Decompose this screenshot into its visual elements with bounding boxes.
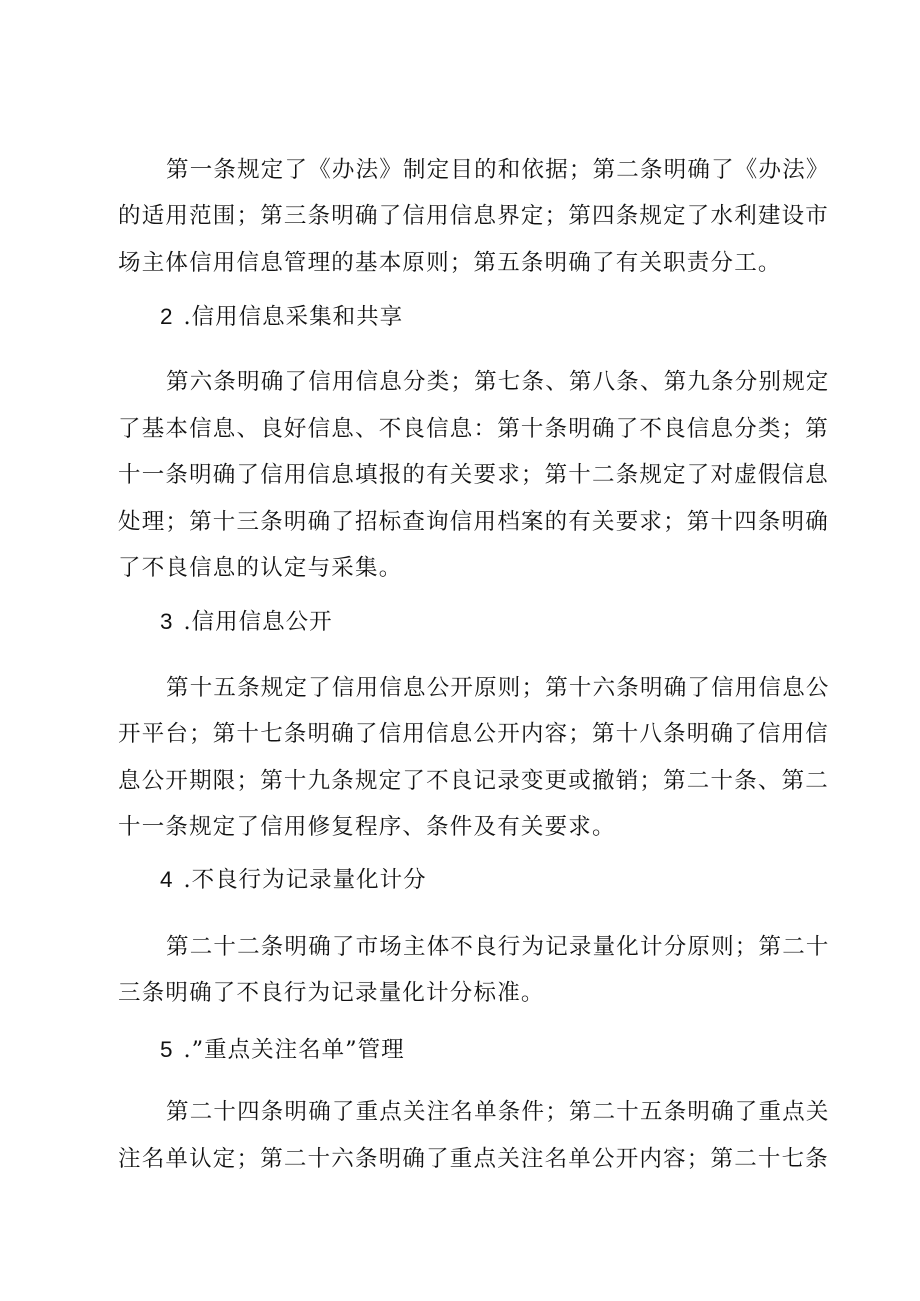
paragraph-line: 注名单认定；第二十六条明确了重点关注名单公开内容；第二十七条 [118,1146,830,1172]
section-heading [160,606,333,638]
paragraph-line: 了基本信息、良好信息、不良信息：第十条明确了不良信息分类；第 [118,416,830,442]
section-number: 4 [160,867,174,892]
section-title: .”重点关注名单”管理 [183,1037,405,1063]
paragraph-line: 第二十二条明确了市场主体不良行为记录量化计分原则；第二十 [166,934,830,960]
paragraph-line: 三条明确了不良行为记录量化计分标准。 [118,980,545,1006]
section-title: .信用信息采集和共享 [183,304,404,330]
section-number: 3 [160,609,174,634]
paragraph-line: 十一条规定了信用修复程序、条件及有关要求。 [118,814,616,840]
paragraph-line: 第十五条规定了信用信息公开原则；第十六条明确了信用信息公 [166,675,830,701]
paragraph-line: 十一条明确了信用信息填报的有关要求；第十二条规定了对虚假信息 [118,462,830,488]
paragraph-line: 场主体信用信息管理的基本原则；第五条明确了有关职责分工。 [118,250,782,276]
section-number: 5 [160,1037,174,1062]
paragraph-line: 了不良信息的认定与采集。 [118,555,403,581]
section-heading [160,1034,405,1066]
paragraph-line: 开平台；第十七条明确了信用信息公开内容；第十八条明确了信用信 [118,721,830,747]
section-heading [160,301,403,333]
paragraph-line: 第一条规定了《办法》制定目的和依据；第二条明确了《办法》 [166,157,830,183]
paragraph-line: 第二十四条明确了重点关注名单条件；第二十五条明确了重点关 [166,1099,830,1125]
paragraph-line: 第六条明确了信用信息分类；第七条、第八条、第九条分别规定 [166,369,830,395]
section-number: 2 [160,304,174,329]
section-heading [160,864,427,896]
paragraph-line: 处理；第十三条明确了招标查询信用档案的有关要求；第十四条明确 [118,509,830,535]
paragraph-line: 息公开期限；第十九条规定了不良记录变更或撤销；第二十条、第二 [118,768,830,794]
section-title: .不良行为记录量化计分 [183,867,427,893]
section-title: .信用信息公开 [183,609,333,635]
paragraph-line: 的适用范围；第三条明确了信用信息界定；第四条规定了水利建设市 [118,203,830,229]
